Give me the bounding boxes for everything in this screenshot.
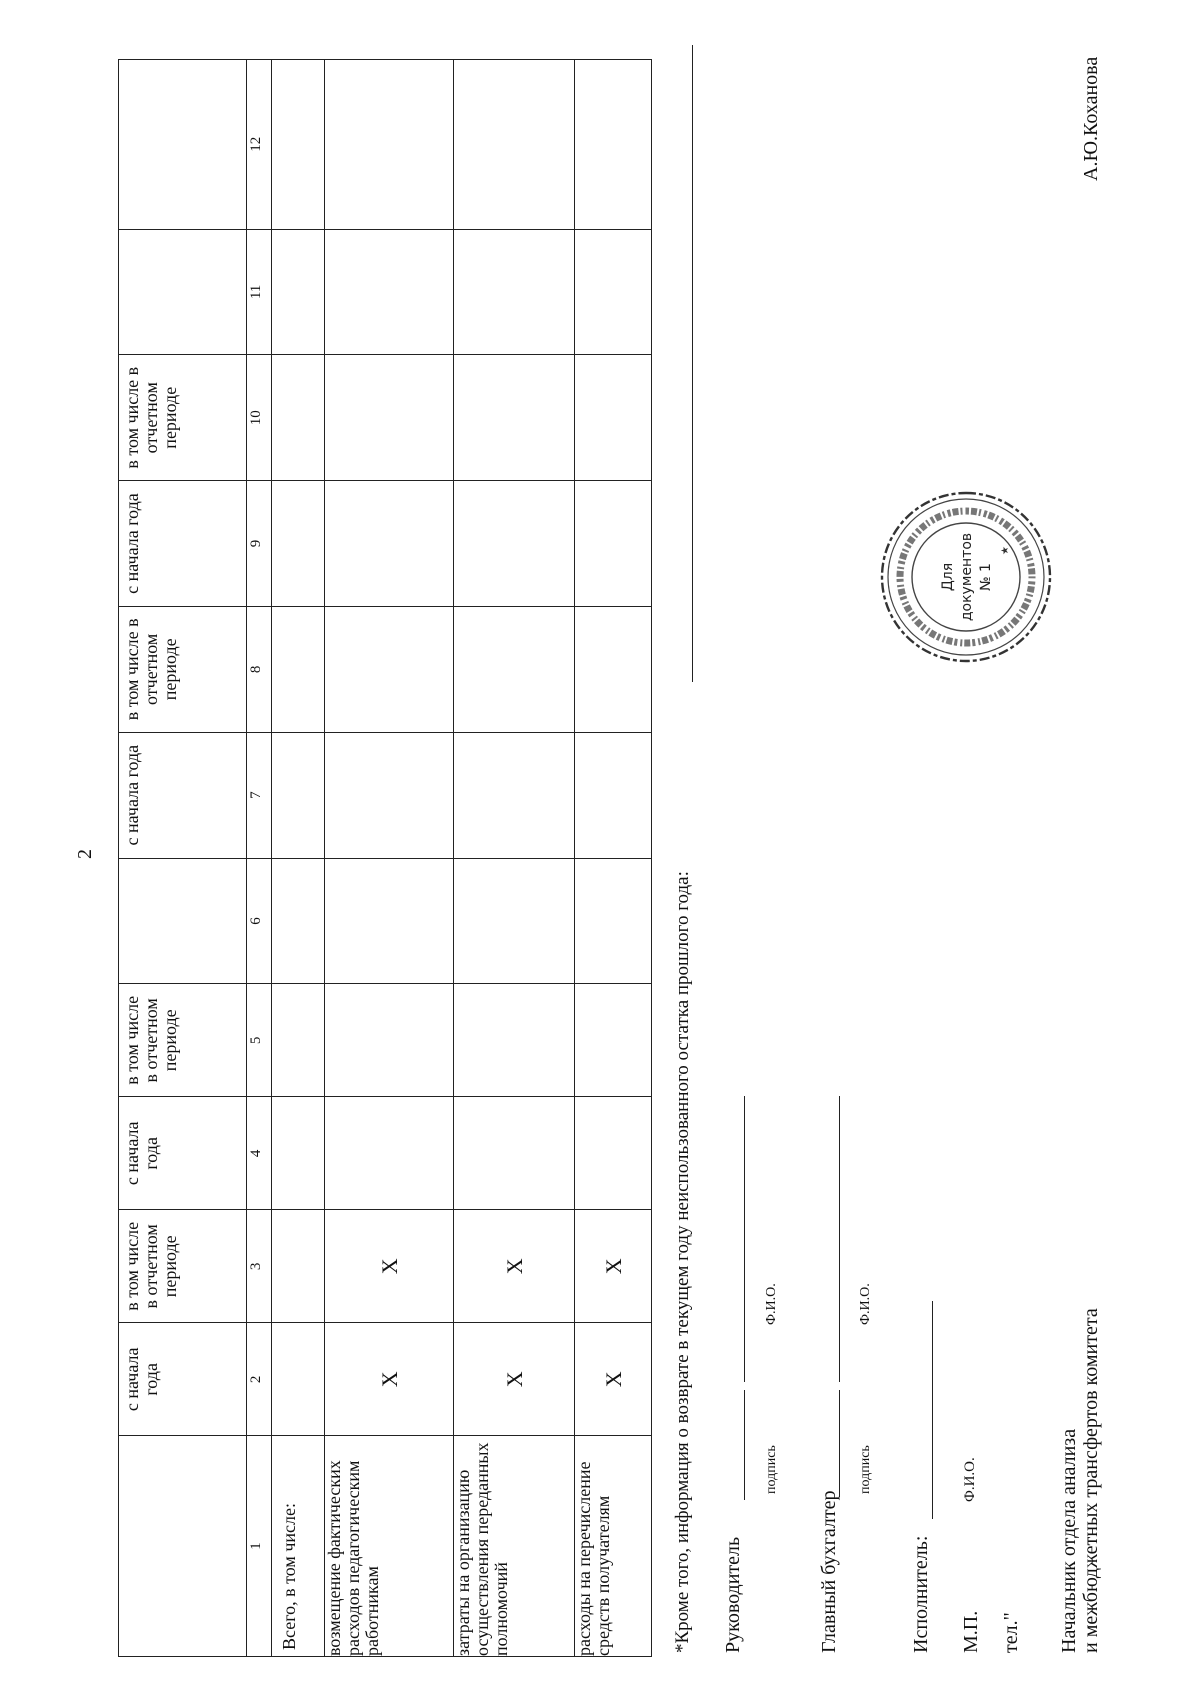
- row-label: расходы на перечисление средств получателям: [575, 1436, 652, 1657]
- table-row: [325, 60, 454, 1657]
- head-name-caption: Ф.И.О.: [764, 1283, 779, 1325]
- executor-label: Исполнитель:: [910, 1535, 932, 1653]
- table-cell: [272, 355, 325, 481]
- x-mark: X: [325, 1323, 454, 1436]
- header-cell-10: в том числе в отчетном периоде: [119, 355, 247, 481]
- footer-signatory-name: А.Ю.Коханова: [1080, 56, 1102, 181]
- header-cell-1: [119, 1436, 247, 1657]
- table-cell: [272, 606, 325, 732]
- total-row: [272, 60, 325, 1657]
- head-signature-caption: подпись: [764, 1445, 779, 1494]
- page-number: 2: [74, 849, 96, 859]
- table-cell: [575, 732, 652, 858]
- header-cell-2: с начала года: [119, 1323, 247, 1436]
- x-mark: X: [454, 1210, 575, 1323]
- column-number: 3: [247, 1210, 272, 1323]
- column-number: 8: [247, 606, 272, 732]
- footer-title-line2: и межбюджетных трансфертов комитета: [1080, 1308, 1102, 1653]
- table-cell: [454, 984, 575, 1097]
- x-mark: X: [454, 1323, 575, 1436]
- chief-accountant-label: Главный бухгалтер: [818, 1490, 840, 1653]
- column-number: 7: [247, 732, 272, 858]
- table-cell: [325, 606, 454, 732]
- table-cell: [454, 229, 575, 355]
- executor-name-caption: Ф.И.О.: [962, 1457, 978, 1502]
- table-cell: [325, 858, 454, 984]
- table-cell: [325, 481, 454, 607]
- x-mark: X: [575, 1323, 652, 1436]
- head-signature-line: [744, 1390, 745, 1500]
- header-cell-8: в том числе в отчетном периоде: [119, 606, 247, 732]
- table-cell: [575, 606, 652, 732]
- footnote-fill-line: [692, 45, 693, 682]
- row-label: возмещение фактических расходов педагогическим работникам: [325, 1436, 454, 1657]
- table-cell: [575, 858, 652, 984]
- accountant-signature-line: [839, 1390, 840, 1497]
- column-number: 6: [247, 858, 272, 984]
- column-number: 1: [247, 1436, 272, 1657]
- table-cell: [272, 481, 325, 607]
- table-cell: [325, 355, 454, 481]
- accountant-name-line: [839, 1096, 840, 1382]
- column-number: 2: [247, 1323, 272, 1436]
- row-label: затраты на организацию осуществления переданных полномочий: [454, 1436, 575, 1657]
- head-label: Руководитель: [722, 1536, 744, 1653]
- header-cell-7: с начала года: [119, 732, 247, 858]
- header-cell-5: в том числе в отчетном периоде: [119, 984, 247, 1097]
- table-cell: [454, 60, 575, 230]
- footer-title-line1: Начальник отдела анализа: [1058, 1428, 1080, 1653]
- table-cell: [325, 60, 454, 230]
- column-number: 10: [247, 355, 272, 481]
- stamp-text-line2: документов: [959, 532, 975, 622]
- table-cell: [575, 229, 652, 355]
- table-cell: [454, 1097, 575, 1210]
- table-cell: [272, 229, 325, 355]
- column-number: 5: [247, 984, 272, 1097]
- table-cell: [575, 984, 652, 1097]
- stamp-star: ★: [1000, 546, 1011, 555]
- table-row: [454, 60, 575, 1657]
- table-cell: [272, 1097, 325, 1210]
- total-label: Всего, в том числе:: [272, 1436, 325, 1657]
- header-row: [119, 60, 247, 1657]
- table-cell: [454, 858, 575, 984]
- head-name-line: [744, 1096, 745, 1382]
- stamp-text-line3: № 1: [978, 563, 994, 591]
- accountant-signature-caption: подпись: [858, 1445, 873, 1494]
- table-cell: [272, 60, 325, 230]
- footer-title: [1058, 1308, 1102, 1653]
- mp-label: М.П.: [960, 1610, 982, 1653]
- table-cell: [325, 1097, 454, 1210]
- footnote-text: *Кроме того, информация о возврате в текущем году неиспользованного остатка прошлого года:: [672, 871, 693, 1653]
- accountant-name-caption: Ф.И.О.: [858, 1283, 873, 1325]
- table-cell: [575, 1097, 652, 1210]
- x-mark: X: [575, 1210, 652, 1323]
- x-mark: X: [325, 1210, 454, 1323]
- report-table: [118, 59, 652, 1657]
- table-cell: [575, 481, 652, 607]
- table-cell: [325, 229, 454, 355]
- header-cell-4: с начала года: [119, 1097, 247, 1210]
- header-cell-11: [119, 229, 247, 355]
- table-cell: [272, 732, 325, 858]
- column-number: 4: [247, 1097, 272, 1210]
- table-cell: [575, 355, 652, 481]
- column-number: 9: [247, 481, 272, 607]
- table-cell: [454, 355, 575, 481]
- column-number: 12: [247, 60, 272, 230]
- table-cell: [325, 732, 454, 858]
- table-cell: [272, 858, 325, 984]
- table-row: [575, 60, 652, 1657]
- table-cell: [272, 984, 325, 1097]
- header-cell-12: [119, 60, 247, 230]
- table-cell: [272, 1323, 325, 1436]
- header-cell-6: [119, 858, 247, 984]
- table-cell: [454, 606, 575, 732]
- organization-stamp: [878, 489, 1054, 665]
- header-cell-9: с начала года: [119, 481, 247, 607]
- column-number: 11: [247, 229, 272, 355]
- column-number-row: [247, 60, 272, 1657]
- table-cell: [575, 60, 652, 230]
- executor-line: [932, 1301, 933, 1519]
- table-cell: [454, 481, 575, 607]
- phone-label: тел.": [1000, 1612, 1022, 1653]
- stamp-text-line1: Для: [940, 562, 956, 592]
- header-cell-3: в том числе в отчетном периоде: [119, 1210, 247, 1323]
- table-cell: [325, 984, 454, 1097]
- table-cell: [272, 1210, 325, 1323]
- table-cell: [454, 732, 575, 858]
